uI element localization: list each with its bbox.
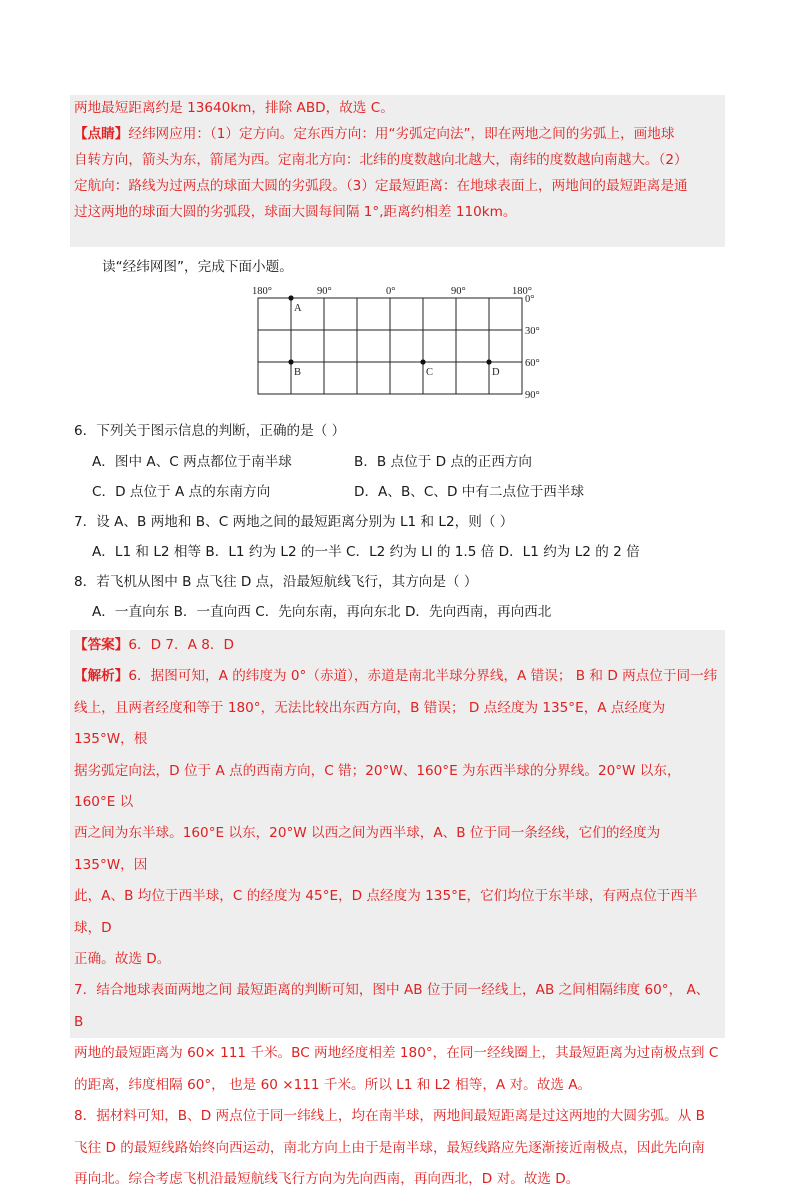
top-label-90e: 90° — [451, 286, 466, 297]
analysis-line-7: 7．结合地球表面两地之间 最短距离的判断可知，图中 AB 位于同一经线上，AB 之间相隔纬度 60°， A、 B — [74, 982, 710, 1030]
analysis-text-1: 6．据图可知，A 的纬度为 0°（赤道），赤道是南北半球分界线，A 错误； B 和 D 两点位于同一纬 — [128, 668, 718, 685]
question-6-option-a: A．图中 A、C 两点都位于南半球 — [92, 454, 292, 470]
intro-text: 读“经纬网图”，完成下面小题。 — [102, 259, 293, 275]
analysis-label: 【解析】 — [74, 668, 129, 685]
top-label-90w: 90° — [317, 286, 332, 297]
question-6-option-b: B．B 点位于 D 点的正西方向 — [354, 454, 533, 470]
analysis-line-3: 据劣弧定向法，D 位于 A 点的西南方向，C 错；20°W、160°E 为东西半球的分界线。20°W 以东，160°E 以 — [74, 762, 681, 811]
analysis-line-5: 此，A、B 均位于西半球，C 的经度为 45°E，D 点经度为 135°E，它们均位于东半球，有两点位于西半球，D — [74, 888, 698, 936]
question-6-option-c: C．D 点位于 A 点的东南方向 — [92, 484, 271, 500]
analysis-line-8: 两地的最短距离为 60× 111 千米。BC 两地经度相差 180°，在同一经线圈上，其最短距离为过南极点到 C — [74, 1045, 719, 1062]
previous-answer-line: 两地最短距离约是 13640km，排除 ABD，故选 C。 — [74, 100, 394, 116]
tip-line-2: 自转方向，箭头为东，箭尾为西。定南北方向：北纬的度数越向北越大，南纬的度数越向南越大。（2） — [74, 152, 688, 168]
point-d — [486, 359, 491, 364]
analysis-line-12: 再向北。综合考虑飞机沿最短航线飞行方向为先向西南，再向西北，D 对。故选 D。 — [74, 1170, 580, 1187]
tip-line-3: 定航向：路线为过两点的球面大圆的劣弧段。（3）定最短距离：在地球表面上，两地间的最短距离是通 — [74, 178, 688, 194]
tip-line-1 — [70, 121, 725, 147]
point-label-c: C — [426, 367, 434, 378]
right-label-90: 90° — [525, 390, 540, 401]
analysis-line-1 — [70, 661, 725, 692]
right-label-0: 0° — [525, 294, 535, 305]
analysis-line-6: 正确。故选 D。 — [74, 951, 171, 968]
point-c — [420, 359, 425, 364]
analysis-line-11: 飞往 D 的最短线路始终向西运动，南北方向上由于是南半球，最短线路应先逐渐接近南极点，因此先向南 — [74, 1139, 705, 1156]
right-label-60: 60° — [525, 358, 540, 369]
analysis-line-10: 8．据材料可知，B、D 两点位于同一纬线上，均在南半球，两地间最短距离是过这两地的大圆劣弧。从 B — [74, 1108, 705, 1125]
lat-long-grid-figure — [250, 283, 550, 401]
question-8-stem: 8．若飞机从图中 B 点飞往 D 点，沿最短航线飞行，其方向是（ ） — [74, 574, 478, 590]
top-label-0: 0° — [386, 286, 396, 297]
answer-text: 6．D 7．A 8．D — [128, 637, 234, 653]
right-label-30: 30° — [525, 326, 540, 337]
point-label-d: D — [492, 367, 500, 378]
point-a — [288, 295, 293, 300]
question-6-option-d: D．A、B、C、D 中有二点位于西半球 — [354, 484, 585, 500]
tip-line-4: 过这两地的球面大圆的劣弧段，球面大圆每间隔 1°,距离约相差 110km。 — [74, 204, 517, 220]
question-8-options: A．一直向东 B．一直向西 C．先向东南，再向东北 D．先向西南，再向西北 — [92, 604, 552, 620]
point-label-b: B — [294, 367, 302, 378]
analysis-line-4: 西之间为东半球。160°E 以东，20°W 以西之间为西半球，A、B 位于同一条经线，它们的经度为 135°W，因 — [74, 825, 661, 873]
tip-block — [70, 95, 725, 247]
answer-line — [70, 630, 725, 661]
answer-block — [70, 630, 725, 1187]
tip-label: 【点睛】 — [74, 126, 129, 142]
question-6-stem: 6．下列关于图示信息的判断，正确的是（ ） — [74, 423, 346, 439]
analysis-line-2: 线上，且两者经度和等于 180°，无法比较出东西方向，B 错误； D 点经度为 135°E，A 点经度为 135°W，根 — [74, 699, 666, 748]
tip-text-1: 经纬网应用：（1）定方向。定东西方向：用“劣弧定向法”，即在两地之间的劣弧上，画地球 — [128, 126, 675, 142]
grid-points — [288, 295, 500, 378]
top-label-180e: 180° — [512, 286, 532, 297]
top-label-180w: 180° — [252, 286, 272, 297]
analysis-line-9: 的距离，纬度相隔 60°， 也是 60 ×111 千米。所以 L1 和 L2 相等，A 对。故选 A。 — [74, 1076, 592, 1093]
question-7-stem: 7．设 A、B 两地和 B、C 两地之间的最短距离分别为 L1 和 L2，则（ ） — [74, 514, 514, 530]
point-label-a: A — [294, 303, 302, 314]
answer-label: 【答案】 — [74, 637, 129, 653]
point-b — [288, 359, 293, 364]
question-7-options: A．L1 和 L2 相等 B．L1 约为 L2 的一半 C．L2 约为 Ll 的 1.5 倍 D．L1 约为 L2 的 2 倍 — [92, 544, 640, 560]
